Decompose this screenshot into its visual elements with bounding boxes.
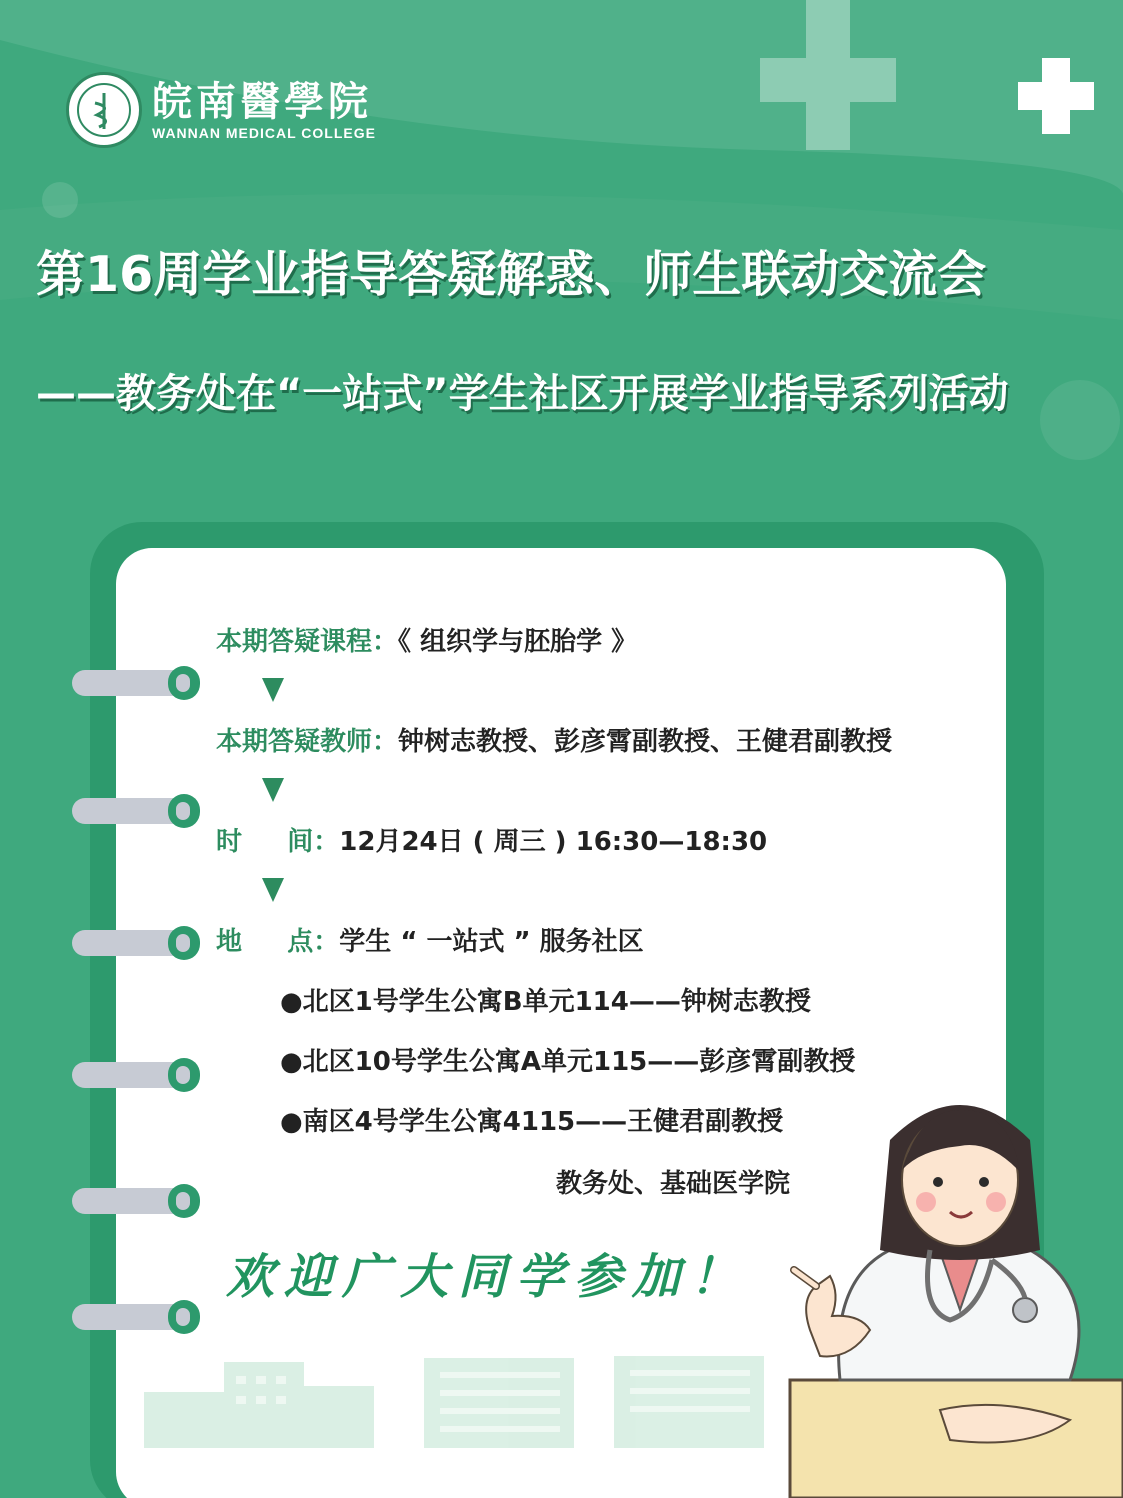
college-logo <box>66 72 376 148</box>
location-item: ●北区10号学生公寓A单元115——彭彦霄副教授 <box>280 1047 856 1077</box>
teacher-label: 本期答疑教师： <box>216 727 399 757</box>
college-name-cn: 皖南醫學院 <box>152 78 372 125</box>
teacher-row <box>216 724 892 760</box>
location-item: ●南区4号学生公寓4115——王健君副教授 <box>280 1107 784 1137</box>
location-item: ●北区1号学生公寓B单元114——钟树志教授 <box>280 987 811 1017</box>
down-arrow-icon <box>262 878 284 902</box>
binder-ring-icon <box>72 1300 200 1334</box>
doctor-illustration <box>770 1080 1123 1498</box>
down-arrow-icon <box>262 778 284 802</box>
college-name-en: WANNAN MEDICAL COLLEGE <box>152 125 376 141</box>
place-label: 地 点： <box>216 927 340 957</box>
teacher-value: 钟树志教授、彭彦霄副教授、王健君副教授 <box>398 727 893 757</box>
welcome-text: 欢迎广大同学参加！ <box>226 1249 749 1305</box>
time-value: 12月24日 ( 周三 ) 16:30—18:30 <box>339 827 768 857</box>
time-label: 时 间： <box>216 827 340 857</box>
course-row <box>216 624 637 660</box>
poster-subtitle: ——教务处在“一站式”学生社区开展学业指导系列活动 <box>36 371 1009 417</box>
binder-ring-icon <box>72 926 200 960</box>
college-seal-icon <box>66 72 142 148</box>
course-value: 《 组织学与胚胎学 》 <box>398 627 638 657</box>
place-row <box>216 924 644 960</box>
organizer-text: 教务处、基础医学院 <box>556 1169 791 1199</box>
down-arrow-icon <box>262 678 284 702</box>
binder-ring-icon <box>72 1184 200 1218</box>
binder-ring-icon <box>72 794 200 828</box>
campus-buildings-illustration <box>144 1352 784 1452</box>
binder-ring-icon <box>72 1058 200 1092</box>
place-value: 学生 “ 一站式 ” 服务社区 <box>339 927 644 957</box>
time-row <box>216 824 767 860</box>
binder-ring-icon <box>72 666 200 700</box>
course-label: 本期答疑课程： <box>216 627 399 657</box>
poster-title: 第16周学业指导答疑解惑、师生联动交流会 <box>36 246 987 303</box>
